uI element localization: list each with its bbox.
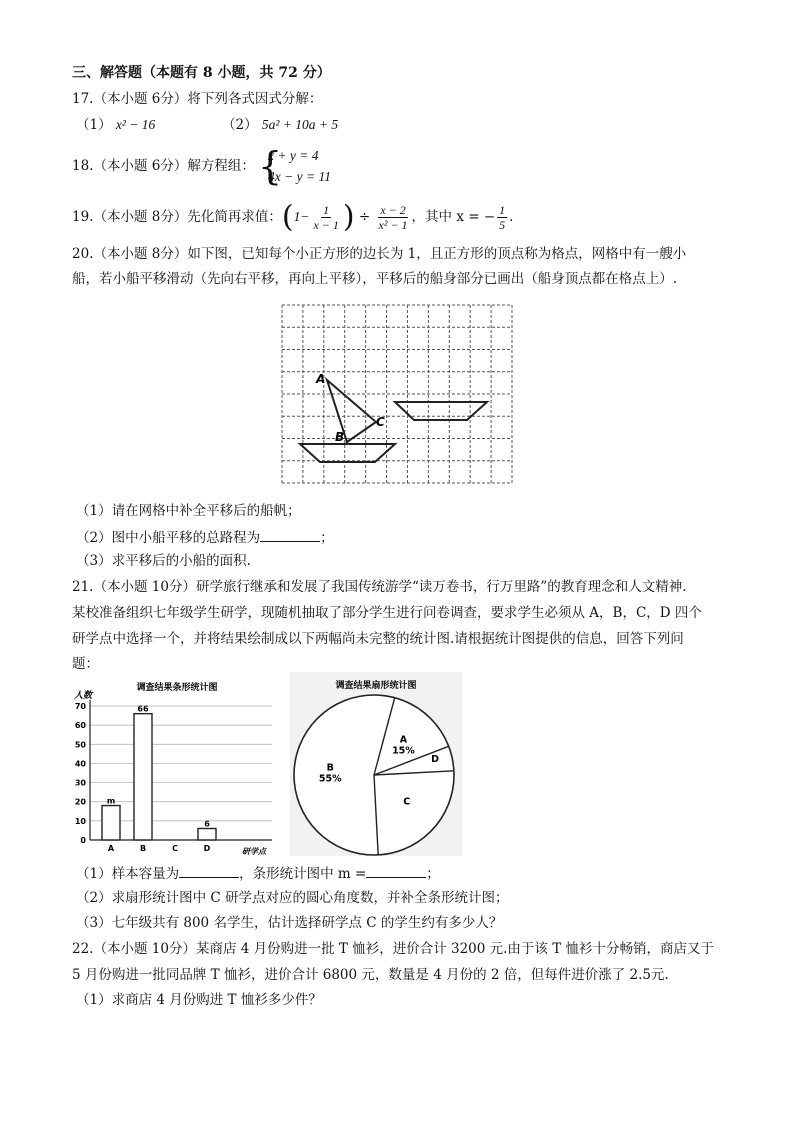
q17-part2-expr: 5a² + 10a + 5 [261,117,339,132]
answer-blank-distance[interactable] [260,527,320,542]
q17-part2 [222,116,338,134]
q19-one: 1− [293,209,310,224]
bar-data-label: m [106,796,116,806]
bar-chart-ytick: 70 [74,702,86,711]
pie-percent-b: 55% [318,773,342,785]
q21-sub1-end: ； [426,866,440,882]
q20-sub2-text: （2）图中小船平移的总路程为 [76,530,261,546]
q19-div: ÷ [358,209,371,225]
q17-part1-expr: x² − 16 [115,117,156,132]
q21-line3: 研学点中选择一个，并将结果绘制成以下两幅尚未完整的统计图.请根据统计图提供的信息，回答下列问 [72,631,684,647]
bar-chart [72,676,282,858]
q19-frac2-den: x² − 1 [378,218,408,232]
boat-hull-original [300,444,395,462]
bar-chart-ytick: 10 [74,816,86,826]
bar-chart-title: 调查结果条形统计图 [136,683,218,693]
q18-eq1: x + y = 4 [268,148,319,163]
q21-sub1-text: （1）样本容量为 [76,866,180,882]
bar-chart-ytick: 0 [80,836,86,845]
point-label-c: C [376,415,385,429]
bar-chart-ytick: 60 [74,721,86,731]
q18-stem: 18.（本小题 6分）解方程组： [72,158,255,174]
bar-chart-xtick: B [139,844,147,853]
q21-line4: 题： [72,656,99,672]
q21-line2: 某校准备组织七年级学生研学，现随机抽取了部分学生进行问卷调查，要求学生必须从 A，B，C，D 四个 [72,605,702,621]
q19-frac2 [377,203,410,232]
answer-blank-m[interactable] [366,863,426,878]
q21-line1: 21.（本小题 10分）研学旅行继承和发展了我国传统游学“读万卷书，行万里路”的教育理念和人文精神. [72,579,687,595]
pie-label-a: A [399,734,408,746]
bar-data-label: 66 [137,704,149,714]
boat-grid-figure [280,303,514,485]
bar-chart-xtick: D [203,844,211,853]
q18-brace: { [258,144,283,188]
q22-line1: 22.（本小题 10分）某商店 4 月份购进一批 T 恤衫，进价合计 3200 元.由于该 T 恤衫十分畅销，商店又于 [72,941,715,957]
section-title: 三、解答题（本题有 8 小题，共 72 分） [72,65,331,81]
boat-hull-translated [395,402,487,420]
pie-chart [290,672,462,856]
q21-sub3: （3）七年级共有 800 名学生，估计选择研学点 C 的学生约有多少人？ [76,915,503,931]
bar-chart-xlabel: 研学点 [242,847,266,856]
q19-rparen: ) [342,199,355,235]
q20-sub2 [76,527,334,547]
q22-line2: 5 月份购进一批同品牌 T 恤衫，进价合计 6800 元，数量是 4 月份的 2 倍，但每件进价涨了 2.5元. [72,967,669,983]
q20-sub3: （3）求平移后的小船的面积. [76,553,251,569]
bar-chart-ytick: 20 [74,797,86,807]
pie-label-c: C [403,796,411,808]
point-label-b: B [335,430,345,444]
q21-sub1-mid: ，条形统计图中 m = [239,866,367,882]
q21-sub1 [76,863,440,883]
q18-eq2: 4x − y = 11 [268,169,331,184]
bar-a [102,806,120,840]
q19-frac3 [497,203,507,232]
q19-frac1 [311,203,340,232]
dashed-grid [282,305,512,483]
q19-line [72,200,513,234]
bar-chart-ytick: 40 [74,759,86,769]
pie-percent-a: 15% [392,745,415,757]
q19-lparen: ( [281,199,294,235]
bar-chart-ytick: 30 [74,778,86,788]
bar-b [134,714,152,840]
bar-chart-xtick: C [172,844,178,853]
q21-sub2: （2）求扇形统计图中 C 研学点对应的圆心角度数，并补全条形统计图； [76,890,509,906]
q17-part1 [76,116,155,134]
q17-part2-label: （2） [222,117,258,133]
bar-d [198,829,216,840]
q19-frac3-num: 1 [499,203,506,217]
q20-sub2-end: ； [320,530,334,546]
q22-sub1: （1）求商店 4 月份购进 T 恤衫多少件？ [76,992,322,1008]
pie-label-b: B [326,762,334,774]
q19-where: ，其中 x = − [411,209,496,225]
q19-frac1-num: 1 [323,203,330,217]
bar-chart-ylabel: 人数 [74,691,93,701]
bar-chart-ytick: 50 [74,740,86,750]
bar-data-label: 6 [204,819,210,829]
q19-frac3-den: 5 [499,218,506,232]
bar-chart-xtick: A [107,844,115,853]
q19-frac1-den: x − 1 [313,218,339,232]
answer-blank-sample[interactable] [179,863,239,878]
q19-stem: 19.（本小题 8分）先化简再求值： [72,209,282,225]
q20-sub1: （1）请在网格中补全平移后的船帆； [76,503,301,519]
q19-end: . [509,209,514,225]
q20-line2: 船，若小船平移滑动（先向右平移，再向上平移），平移后的船身部分已画出（船身顶点都在格点上）. [72,271,678,287]
pie-label-d: D [431,754,439,766]
pie-chart-title: 调查结果扇形统计图 [335,681,417,691]
q19-frac2-num: x − 2 [380,203,406,217]
q17-part1-label: （1） [76,117,112,133]
q20-line1: 20.（本小题 8分）如下图，已知每个小正方形的边长为 1，且正方形的顶点称为格点，网格中有一艘小 [72,246,687,262]
point-label-a: A [316,372,326,386]
q17-stem: 17.（本小题 6分）将下列各式因式分解： [72,91,323,107]
